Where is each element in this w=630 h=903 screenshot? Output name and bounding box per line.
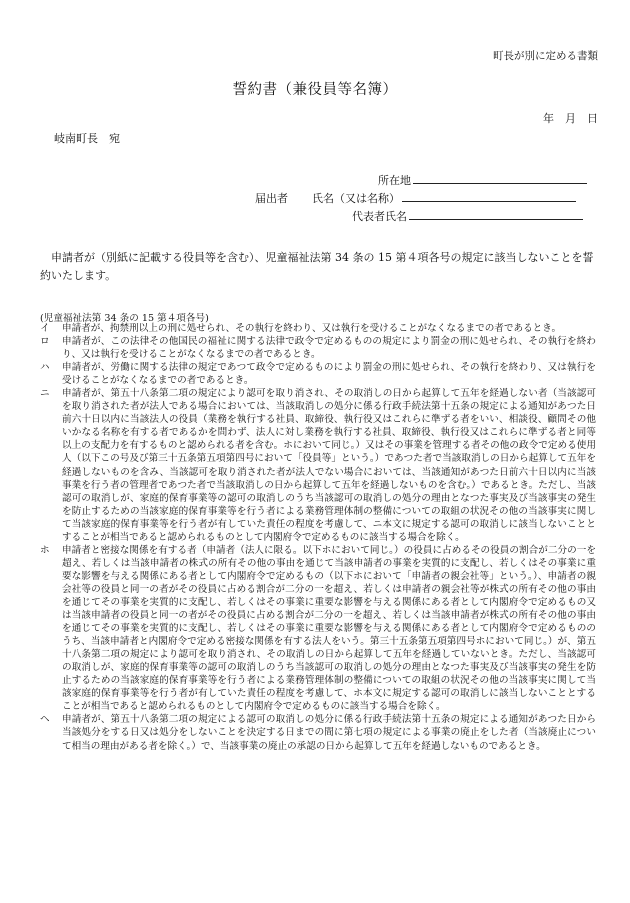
clauses-list — [40, 322, 596, 753]
clause-ro — [40, 335, 596, 361]
document-title: 誓約書（兼役員等名簿） — [232, 82, 398, 98]
clause-mark: ロ — [40, 336, 50, 348]
clause-text: 申請者が、この法律その他国民の福祉に関する法律で政令で定めるものの規定により罰金の刑に処せられ、その執行を終わり、又は執行を受けることがなくなるまでの者であるとき。 — [62, 336, 596, 361]
date-line: 年 月 日 — [543, 112, 598, 125]
name-label: 氏名（又は名称） — [312, 192, 400, 205]
representative-row — [352, 207, 583, 224]
clause-he — [40, 713, 596, 752]
clause-mark: ハ — [40, 362, 50, 374]
clause-ni — [40, 387, 596, 544]
declaration-paragraph — [40, 249, 595, 285]
clause-i — [40, 322, 596, 335]
representative-label: 代表者氏名 — [352, 210, 407, 223]
address-label: 所在地 — [378, 174, 411, 187]
clause-text: 申請者が、第五十八条第二項の規定により認可を取り消され、その取消しの日から起算して五年を経過しない者（当該認可を取り消された者が法人である場合においては、当該取消しの処分に係る行政手続法第十五条の規定による通知があつた日前六十日以内に当該法人の役員（業務を執行する社員、取締役、執行役又はこれらに準ずる者をいい、相談役、顧問その他いかなる名称を有する者であるかを問わず、法人に対し業務を執行する社員、取締役、執行役又はこれらに準ずる者と同等以上の支配力を有するものと認められる者を含む。ホにおいて同じ。）又はその事業を管理する者その他の政令で定める使用人（以下この号及び第三十五条第五項第四号において「役員等」という。）であつた者で当該取消しの日から起算して五年を経過しないものを含み、当該認可を取り消された者が法人でない場合においては、当該通知があつた日前六十日以内に当該事業を行う者の管理者であつた者で当該取消しの日から起算して五年を経過しないものを含む。）であるとき。ただし、当該認可の取消しが、家庭的保育事業等の認可の取消しのうち当該認可の取消しの処分の理由となつた事実及び当該事実の発生を防止するための当該家庭的保育事業等を行う者による業務管理体制の整備についての取組の状況その他の当該事実に関して当該家庭的保育事業等を行う者が有していた責任の程度を考慮して、ニ本文に規定する認可の取消しに該当しないこととすることが相当であると認められるものとして内閣府令で定めるものに該当する場合を除く。 — [62, 388, 596, 543]
declaration-text: 申請者が（別紙に記載する役員等を含む）、児童福祉法第 34 条の 15 第４項各号の規定に該当しないことを誓約いたします。 — [40, 251, 594, 282]
clause-text: 申請者と密接な関係を有する者（申請者（法人に限る。以下ホにおいて同じ。）の役員に占めるその役員の割合が二分の一を超え、若しくは当該申請者の株式の所有その他の事由を通じて当該申請者の事業を実質的に支配し、若しくはその事業に重要な影響を与える関係にある者として内閣府令で定めるもの（以下ホにおいて「申請者の親会社等」という。）、申請者の親会社等の役員と同一の者がその役員に占める割合が二分の一を超え、若しくは申請者の親会社等が株式の所有その他の事由を通じてその事業を実質的に支配し、若しくはその事業に重要な影響を与える関係にある者として内閣府令で定めるもの又は当該申請者の役員と同一の者がその役員に占める割合が二分の一を超え、若しくは当該申請者が株式の所有その他の事由を通じてその事業を実質的に支配し、若しくはその事業に重要な影響を与える関係にある者として内閣府令で定めるもののうち、当該申請者と内閣府令で定める密接な関係を有する法人をいう。第三十五条第五項第四号ホにおいて同じ。）が、第五十八条第二項の規定により認可を取り消され、その取消しの日から起算して五年を経過していないとき。ただし、当該認可の取消しが、家庭的保育事業等の認可の取消しのうち当該認可の取消しの処分の理由となつた事実及び当該事実の発生を防止するための当該家庭的保育事業等を行う者による業務管理体制の整備についての取組の状況その他の当該事実に関して当該家庭的保育事業等を行う者が有していた責任の程度を考慮して、ホ本文に規定する認可の取消しに該当しないこととすることが相当であると認められるものとして内閣府令で定めるものに該当する場合を除く。 — [62, 544, 596, 713]
address-row — [378, 171, 587, 188]
clause-mark: イ — [40, 323, 50, 334]
address-line — [413, 171, 587, 184]
submitter-label: 届出者 — [255, 192, 288, 205]
clause-ho — [40, 544, 596, 714]
clause-mark: ホ — [40, 544, 50, 556]
name-line — [402, 189, 576, 202]
addressee: 岐南町長 宛 — [54, 132, 120, 145]
clause-text: 申請者が、労働に関する法律の規定であつて政令で定めるものにより罰金の刑に処せられ、その執行を終わり、又は執行を受けることがなくなるまでの者であるとき。 — [62, 362, 596, 387]
document-type-note: 町長が別に定める書類 — [493, 50, 598, 62]
representative-line — [409, 207, 583, 220]
name-row — [255, 189, 576, 206]
clause-text: 申請者が、第五十八条第二項の規定による認可の取消しの処分に係る行政手続法第十五条の規定による通知があつた日から当該処分をする日又は処分をしないことを決定する日までの間に第七項の規定による事業の廃止をした者（当該廃止について相当の理由がある者を除く。）で、当該事業の廃止の承認の日から起算して五年を経過しないものであるとき。 — [62, 714, 596, 752]
clause-mark: ニ — [40, 388, 50, 400]
clause-text: 申請者が、拘禁刑以上の刑に処せられ、その執行を終わり、又は執行を受けることがなくなるまでの者であるとき。 — [62, 323, 562, 334]
clause-mark: ヘ — [40, 714, 50, 726]
clauses-header: (児童福祉法第 34 条の 15 第４項各号) — [40, 313, 209, 324]
clause-ha — [40, 361, 596, 387]
